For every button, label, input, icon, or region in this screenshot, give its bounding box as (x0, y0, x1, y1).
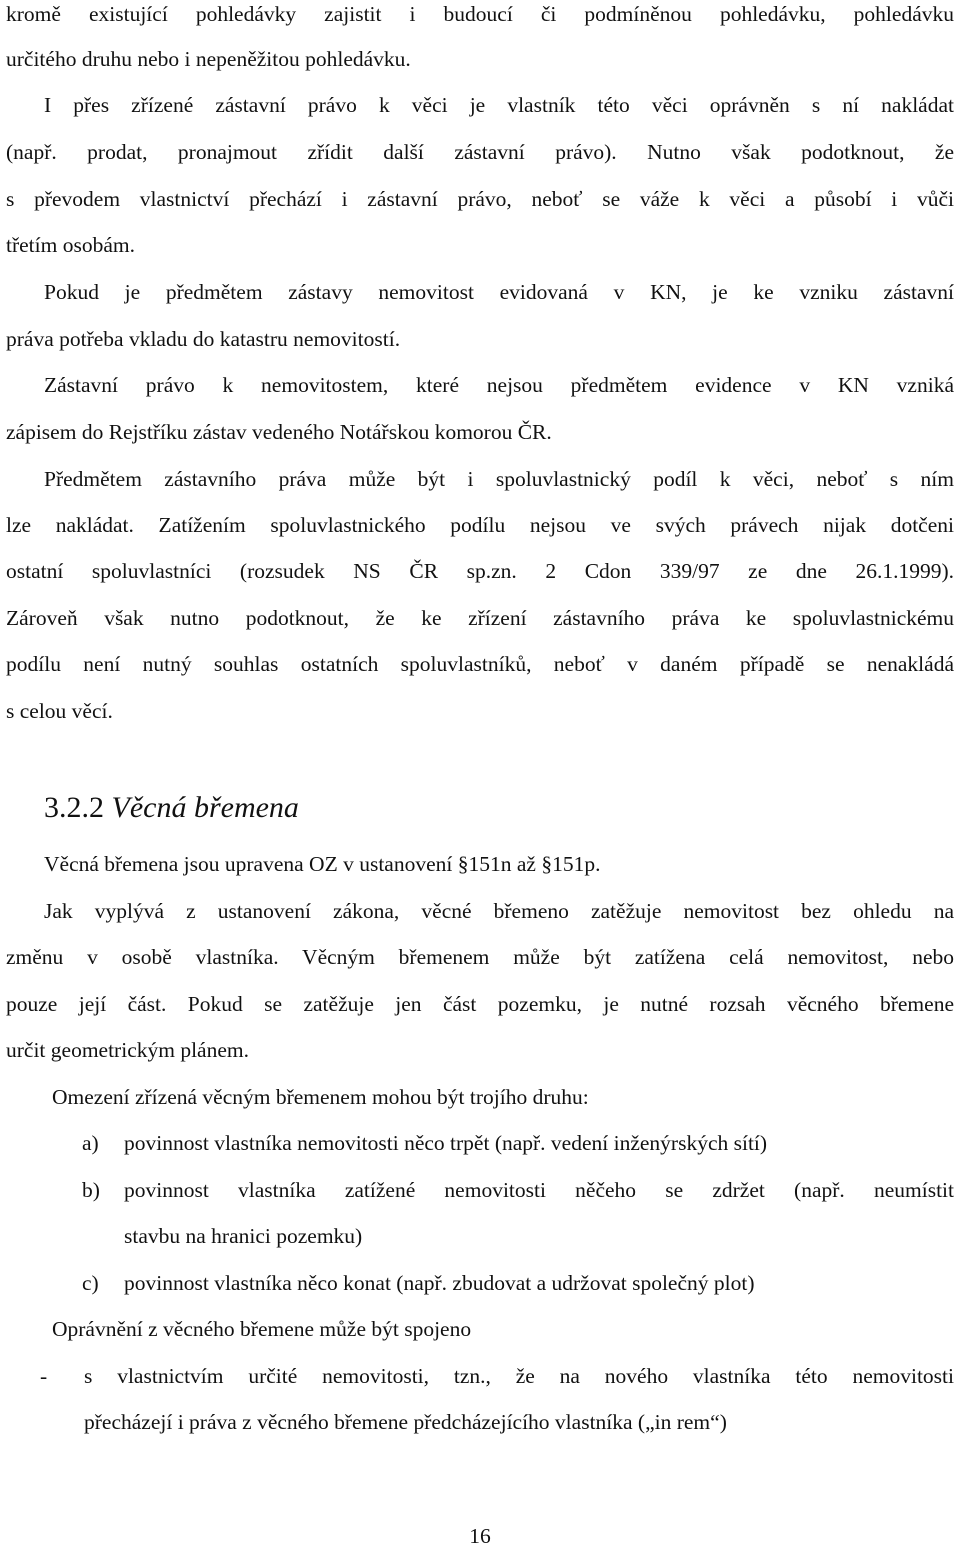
text-line: třetím osobám. (6, 233, 135, 257)
text-line: Předmětem zástavního práva může být i spoluvlastnický podíl k věci, neboť s ním (44, 467, 954, 491)
text-line: s celou věcí. (6, 699, 113, 723)
paragraph: Omezení zřízená věcným břemenem mohou být trojího druhu: (52, 1085, 589, 1109)
text-line: s převodem vlastnictví přechází i zástavní právo, neboť se váže k věci a působí i vůči (6, 187, 954, 211)
text-line: I přes zřízené zástavní právo k věci je vlastník této věci oprávněn s ní nakládat (44, 93, 954, 117)
text-line: Zástavní právo k nemovitostem, které nejsou předmětem evidence v KN vzniká (44, 373, 954, 397)
list-text: povinnost vlastníka zatížené nemovitosti něčeho se zdržet (např. neumístit (124, 1178, 954, 1202)
list-label: a) (82, 1131, 99, 1155)
list-text: povinnost vlastníka něco konat (např. zbudovat a udržovat společný plot) (124, 1271, 755, 1295)
text-line: (např. prodat, pronajmout zřídit další zástavní právo). Nutno však podotknout, že (6, 140, 954, 164)
list-label: - (40, 1364, 48, 1388)
text-line: podílu není nutný souhlas ostatních spoluvlastníků, neboť v daném případě se nenakládá (6, 652, 954, 676)
text-line: lze nakládat. Zatížením spoluvlastnického podílu nejsou ve svých právech nijak dotčeni (6, 513, 954, 537)
list-label: b) (82, 1178, 100, 1202)
section-number: 3.2.2 (44, 791, 104, 824)
list-text: přecházejí i práva z věcného břemene předcházejícího vlastníka („in rem“) (84, 1410, 727, 1434)
text-line: ostatní spoluvlastníci (rozsudek NS ČR sp.zn. 2 Cdon 339/97 ze dne 26.1.1999). (6, 559, 954, 583)
text-line: pouze její část. Pokud se zatěžuje jen část pozemku, je nutné rozsah věcného břemene (6, 992, 954, 1016)
list-text: s vlastnictvím určité nemovitosti, tzn., že na nového vlastníka této nemovitosti (84, 1364, 954, 1388)
list-label: c) (82, 1271, 99, 1295)
text-line: práva potřeba vkladu do katastru nemovitostí. (6, 327, 401, 351)
text-line: Pokud je předmětem zástavy nemovitost evidovaná v KN, je ke vzniku zástavní (44, 280, 954, 304)
text-line: kromě existující pohledávky zajistit i budoucí či podmíněnou pohledávku, pohledávku (6, 2, 954, 26)
text-line: určit geometrickým plánem. (6, 1038, 249, 1062)
text-line: změnu v osobě vlastníka. Věcným břemenem může být zatížena celá nemovitost, nebo (6, 945, 954, 969)
list-text: povinnost vlastníka nemovitosti něco trpět (např. vedení inženýrských sítí) (124, 1131, 768, 1155)
section-title: Věcná břemena (111, 791, 299, 824)
list-text: stavbu na hranici pozemku) (124, 1224, 363, 1248)
paragraph: Věcná břemena jsou upravena OZ v ustanovení §151n až §151p. (44, 852, 601, 876)
section-heading (44, 788, 299, 828)
text-line: určitého druhu nebo i nepeněžitou pohledávku. (6, 47, 411, 71)
paragraph: Oprávnění z věcného břemene může být spojeno (52, 1317, 472, 1341)
text-line: Jak vyplývá z ustanovení zákona, věcné břemeno zatěžuje nemovitost bez ohledu na (44, 899, 954, 923)
text-line: Zároveň však nutno podotknout, že ke zřízení zástavního práva ke spoluvlastnickému (6, 606, 954, 630)
page-number: 16 (469, 1524, 491, 1548)
text-line: zápisem do Rejstříku zástav vedeného Notářskou komorou ČR. (6, 420, 552, 444)
